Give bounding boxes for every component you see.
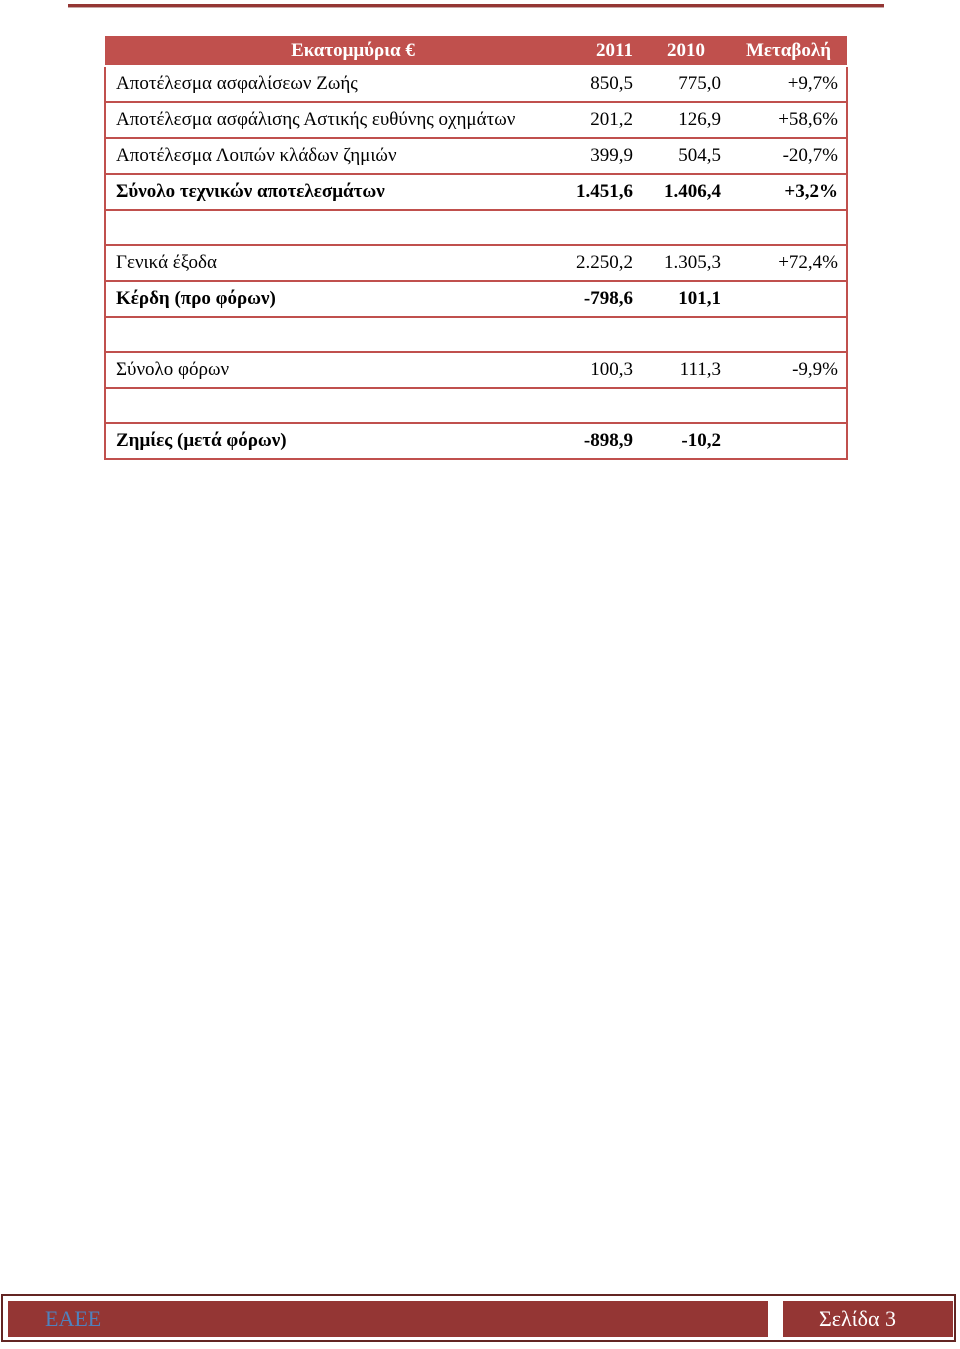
header-change: Μεταβολή [721, 37, 847, 67]
row-value-2010: 126,9 [633, 102, 721, 138]
spacer-cell [633, 388, 721, 423]
header-label: Εκατομμύρια € [105, 37, 561, 67]
spacer-cell [561, 210, 633, 245]
row-value-2011: 2.250,2 [561, 245, 633, 281]
row-value-2011: 100,3 [561, 352, 633, 388]
page-footer [1, 1294, 956, 1342]
row-change [721, 423, 847, 459]
table-row-total [105, 423, 847, 459]
table-row [105, 102, 847, 138]
row-value-2010: 775,0 [633, 66, 721, 102]
header-year-2010: 2010 [633, 37, 721, 67]
table-row-total [105, 174, 847, 210]
table-row [105, 138, 847, 174]
row-value-2011: -798,6 [561, 281, 633, 317]
row-label: Αποτέλεσμα ασφάλισης Αστικής ευθύνης οχημάτων [105, 102, 561, 138]
row-change: +72,4% [721, 245, 847, 281]
page-number: Σελίδα 3 [818, 1306, 896, 1331]
spacer-cell [633, 317, 721, 352]
spacer-cell [633, 210, 721, 245]
row-value-2010: 504,5 [633, 138, 721, 174]
row-change [721, 281, 847, 317]
row-change: +9,7% [721, 66, 847, 102]
row-label: Αποτέλεσμα Λοιπών κλάδων ζημιών [105, 138, 561, 174]
table-spacer-row [105, 388, 847, 423]
table-header-row [105, 37, 847, 67]
footer-bar-left [8, 1301, 768, 1337]
row-change: +58,6% [721, 102, 847, 138]
spacer-cell [721, 317, 847, 352]
table-row-total [105, 281, 847, 317]
table-row [105, 352, 847, 388]
row-value-2010: -10,2 [633, 423, 721, 459]
spacer-cell [561, 317, 633, 352]
row-label: Ζημίες (μετά φόρων) [105, 423, 561, 459]
row-change: +3,2% [721, 174, 847, 210]
row-value-2010: 1.406,4 [633, 174, 721, 210]
row-value-2010: 111,3 [633, 352, 721, 388]
row-label: Σύνολο τεχνικών αποτελεσμάτων [105, 174, 561, 210]
financial-results-table [104, 36, 848, 460]
row-change: -20,7% [721, 138, 847, 174]
row-change: -9,9% [721, 352, 847, 388]
footer-brand: ΕΑΕΕ [45, 1306, 102, 1331]
table-spacer-row [105, 210, 847, 245]
row-label: Γενικά έξοδα [105, 245, 561, 281]
top-rule [68, 4, 884, 8]
spacer-cell [105, 388, 561, 423]
spacer-cell [721, 388, 847, 423]
row-label: Κέρδη (προ φόρων) [105, 281, 561, 317]
spacer-cell [561, 388, 633, 423]
row-value-2011: 399,9 [561, 138, 633, 174]
row-value-2011: -898,9 [561, 423, 633, 459]
spacer-cell [105, 317, 561, 352]
table-row [105, 66, 847, 102]
spacer-cell [105, 210, 561, 245]
row-label: Αποτέλεσμα ασφαλίσεων Ζωής [105, 66, 561, 102]
row-label: Σύνολο φόρων [105, 352, 561, 388]
row-value-2011: 201,2 [561, 102, 633, 138]
row-value-2011: 850,5 [561, 66, 633, 102]
header-year-2011: 2011 [561, 37, 633, 67]
row-value-2010: 101,1 [633, 281, 721, 317]
row-value-2010: 1.305,3 [633, 245, 721, 281]
row-value-2011: 1.451,6 [561, 174, 633, 210]
table-row [105, 245, 847, 281]
table-spacer-row [105, 317, 847, 352]
spacer-cell [721, 210, 847, 245]
